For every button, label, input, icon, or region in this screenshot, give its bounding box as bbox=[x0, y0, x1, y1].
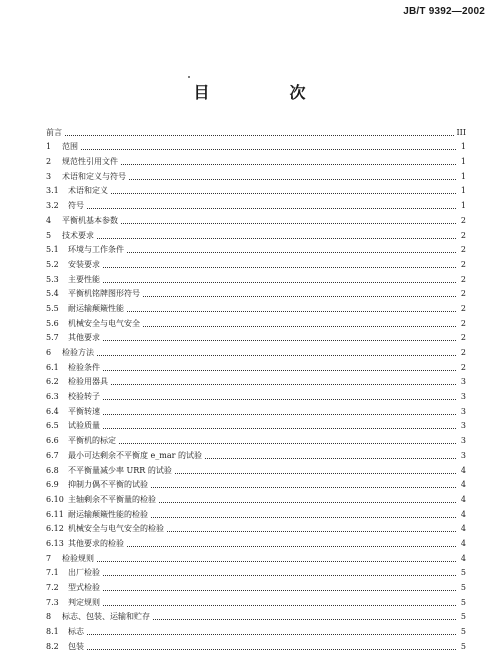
toc-entry-title: 术语和定义 bbox=[68, 186, 108, 196]
toc-entry-page: 2 bbox=[460, 259, 466, 269]
toc-entry-title: 耐运输颠簸性能 bbox=[68, 303, 124, 313]
toc-entry-number: 5 bbox=[46, 230, 52, 240]
dot-leader bbox=[103, 428, 456, 429]
toc-entry-page: 3 bbox=[460, 421, 466, 431]
toc-entry-title: 其他要求的检验 bbox=[68, 538, 124, 548]
toc-entry-title: 环境与工作条件 bbox=[68, 245, 124, 255]
dot-leader bbox=[159, 502, 456, 503]
toc-entry-page: 4 bbox=[460, 553, 466, 563]
toc-entry-title: 机械安全与电气安全的检验 bbox=[68, 524, 164, 534]
dot-leader bbox=[103, 605, 456, 606]
toc-entry[interactable] bbox=[46, 138, 466, 153]
toc-entry-page: 5 bbox=[460, 597, 466, 607]
toc-entry-title: 检验条件 bbox=[68, 362, 100, 372]
toc-entry-page: 4 bbox=[460, 509, 466, 519]
toc-entry-title: 校验转子 bbox=[68, 392, 100, 402]
dot-leader bbox=[121, 164, 456, 165]
toc-entry-page: 4 bbox=[460, 538, 466, 548]
toc-entry-number: 8.1 bbox=[46, 627, 59, 637]
toc-entry-title: 试验质量 bbox=[68, 421, 100, 431]
toc-entry-page: 5 bbox=[460, 583, 466, 592]
toc-entry[interactable] bbox=[46, 255, 466, 270]
dot-leader bbox=[103, 340, 456, 341]
dot-leader bbox=[127, 252, 456, 253]
toc-entry-number: 1 bbox=[46, 142, 52, 152]
dot-leader bbox=[129, 179, 456, 180]
toc-entry-page: 4 bbox=[460, 480, 466, 490]
toc-entry-title: 包装 bbox=[68, 641, 84, 651]
dot-leader bbox=[153, 619, 456, 620]
toc-entry-page: 5 bbox=[460, 627, 466, 637]
dot-leader bbox=[81, 149, 456, 150]
toc-entry[interactable] bbox=[46, 387, 466, 402]
toc-entry-title: 标志 bbox=[68, 627, 84, 637]
toc-entry-title: 主要性能 bbox=[68, 274, 100, 284]
toc-entry[interactable] bbox=[46, 549, 466, 564]
dot-leader bbox=[111, 193, 456, 194]
toc-entry-page: 2 bbox=[460, 303, 466, 313]
toc-entry[interactable] bbox=[46, 622, 466, 637]
toc-entry[interactable] bbox=[46, 490, 466, 505]
toc-entry[interactable] bbox=[46, 402, 466, 417]
toc-entry[interactable] bbox=[46, 285, 466, 300]
toc-entry[interactable] bbox=[46, 182, 466, 197]
toc-entry-title: 主轴剩余不平衡量的检验 bbox=[68, 494, 156, 504]
toc-entry[interactable] bbox=[46, 358, 466, 373]
toc-entry[interactable] bbox=[46, 343, 466, 358]
toc-entry[interactable] bbox=[46, 314, 466, 329]
dot-leader bbox=[97, 561, 456, 562]
toc-entry-page: 2 bbox=[460, 348, 466, 357]
toc-entry-page: 2 bbox=[460, 245, 466, 255]
toc-entry-title: 最小可达剩余不平衡度 e_mar 的试验 bbox=[68, 450, 202, 460]
dot-leader bbox=[97, 238, 456, 239]
toc-entry[interactable] bbox=[46, 608, 466, 623]
toc-entry-title: 检验方法 bbox=[62, 348, 94, 357]
toc-entry-number: 3.1 bbox=[46, 186, 59, 196]
standard-code: JB/T 9392—2002 bbox=[403, 6, 485, 17]
toc-entry-page: 1 bbox=[460, 171, 466, 181]
toc-entry-title: 其他要求 bbox=[68, 333, 100, 343]
dot-leader bbox=[127, 546, 456, 547]
toc-entry-number: 6.1 bbox=[46, 362, 59, 372]
toc-entry-number: 2 bbox=[46, 157, 52, 167]
toc-entry-number: 6.10 bbox=[46, 494, 64, 504]
toc-entry[interactable] bbox=[46, 593, 466, 608]
toc-entry-number: 5.4 bbox=[46, 289, 59, 299]
toc-entry[interactable] bbox=[46, 476, 466, 491]
toc-entry-number: 5.1 bbox=[46, 245, 59, 255]
toc-entry-page: 3 bbox=[460, 406, 466, 416]
dot-leader bbox=[103, 282, 456, 283]
toc-entry[interactable] bbox=[46, 329, 466, 344]
toc-entry-number: 5.5 bbox=[46, 303, 59, 313]
toc-entry-page: 3 bbox=[460, 436, 466, 446]
toc-entry-page: 1 bbox=[460, 157, 466, 167]
toc-entry-page: 3 bbox=[460, 377, 466, 387]
toc-entry-number: 7.1 bbox=[46, 568, 59, 578]
toc-entry-title: 技术要求 bbox=[62, 230, 94, 240]
dot-leader bbox=[151, 487, 456, 488]
toc-entry-page: 3 bbox=[460, 392, 466, 402]
dot-leader bbox=[103, 414, 456, 415]
toc-entry[interactable] bbox=[46, 167, 466, 182]
page-title: 目 次 bbox=[193, 83, 338, 102]
toc-entry-title: 出厂检验 bbox=[68, 568, 100, 578]
toc-entry[interactable] bbox=[46, 123, 466, 138]
toc-entry[interactable] bbox=[46, 417, 466, 432]
toc-entry[interactable] bbox=[46, 446, 466, 461]
toc-entry-number: 6.6 bbox=[46, 436, 59, 446]
toc-entry-page: 2 bbox=[460, 333, 466, 343]
dot-leader bbox=[103, 267, 456, 268]
toc-entry-title: 机械安全与电气安全 bbox=[68, 318, 140, 328]
dot-leader bbox=[143, 296, 456, 297]
toc-entry-page: 4 bbox=[460, 465, 466, 475]
toc-entry-page: 5 bbox=[460, 612, 466, 622]
dot-leader bbox=[127, 311, 456, 312]
toc-entry-number: 6.5 bbox=[46, 421, 59, 431]
toc-entry[interactable] bbox=[46, 461, 466, 476]
toc-entry-number: 7 bbox=[46, 553, 52, 563]
toc-entry-title: 平衡机基本参数 bbox=[62, 215, 118, 225]
toc-entry[interactable] bbox=[46, 534, 466, 549]
toc-entry-number: 8.2 bbox=[46, 641, 59, 651]
toc-entry-number: 5.7 bbox=[46, 333, 59, 343]
toc-entry-number: 8 bbox=[46, 612, 52, 622]
toc-entry-number: 7.3 bbox=[46, 597, 59, 607]
toc-entry[interactable] bbox=[46, 196, 466, 211]
toc-entry-number: 6.8 bbox=[46, 465, 59, 475]
dot-leader bbox=[103, 575, 456, 576]
toc-entry-number: 6.3 bbox=[46, 392, 59, 402]
toc-entry-title: 平衡机的标定 bbox=[68, 436, 116, 446]
toc-entry[interactable] bbox=[46, 241, 466, 256]
toc-entry-title: 型式检验 bbox=[68, 583, 100, 592]
toc-entry-page: 2 bbox=[460, 362, 466, 372]
toc-entry[interactable] bbox=[46, 152, 466, 167]
toc-entry-page: 1 bbox=[460, 142, 466, 152]
toc-entry-number: 6 bbox=[46, 348, 52, 357]
toc-entry-page: 2 bbox=[460, 318, 466, 328]
toc-entry-page: 3 bbox=[460, 450, 466, 460]
dot-leader bbox=[103, 399, 456, 400]
toc-entry[interactable] bbox=[46, 431, 466, 446]
toc-entry-number: 6.9 bbox=[46, 480, 59, 490]
toc-entry[interactable] bbox=[46, 373, 466, 388]
dot-leader bbox=[65, 135, 454, 136]
toc-entry-page: 1 bbox=[460, 186, 466, 196]
toc-entry[interactable] bbox=[46, 637, 466, 652]
toc-entry[interactable] bbox=[46, 564, 466, 579]
toc-entry-title: 符号 bbox=[68, 201, 84, 211]
toc-entry-number: 6.11 bbox=[46, 509, 64, 519]
toc-entry-page: 1 bbox=[460, 201, 466, 211]
toc-entry-page: III bbox=[456, 127, 466, 137]
dot-leader bbox=[111, 384, 456, 385]
toc-entry[interactable] bbox=[46, 520, 466, 535]
toc-entry-page: 5 bbox=[460, 641, 466, 651]
toc-entry-number: 4 bbox=[46, 215, 52, 225]
toc-entry-title: 平衡机铭牌图形符号 bbox=[68, 289, 140, 299]
toc-entry-page: 4 bbox=[460, 524, 466, 534]
dot-leader bbox=[103, 590, 456, 591]
dot-leader bbox=[151, 517, 456, 518]
toc-entry-page: 4 bbox=[460, 494, 466, 504]
dot-leader bbox=[87, 208, 456, 209]
scan-speck bbox=[188, 76, 190, 78]
toc-entry-title: 检验用器具 bbox=[68, 377, 108, 387]
toc-entry-title: 前言 bbox=[46, 127, 62, 137]
toc-entry-title: 平衡转速 bbox=[68, 406, 100, 416]
toc-entry-number: 3 bbox=[46, 171, 52, 181]
dot-leader bbox=[103, 370, 456, 371]
toc-entry-page: 2 bbox=[460, 215, 466, 225]
toc-entry-page: 5 bbox=[460, 568, 466, 578]
table-of-contents bbox=[46, 123, 466, 652]
toc-entry[interactable] bbox=[46, 226, 466, 241]
toc-entry-number: 5.6 bbox=[46, 318, 59, 328]
toc-entry-page: 2 bbox=[460, 230, 466, 240]
toc-entry-number: 3.2 bbox=[46, 201, 59, 211]
toc-entry-number: 6.12 bbox=[46, 524, 64, 534]
dot-leader bbox=[119, 443, 456, 444]
dot-leader bbox=[121, 223, 456, 224]
toc-entry-page: 2 bbox=[460, 289, 466, 299]
toc-entry-title: 判定规则 bbox=[68, 597, 100, 607]
toc-entry-title: 抑制力偶不平衡的试验 bbox=[68, 480, 148, 490]
toc-entry-number: 6.13 bbox=[46, 538, 64, 548]
toc-entry-title: 不平衡量减少率 URR 的试验 bbox=[68, 465, 172, 475]
toc-entry[interactable] bbox=[46, 211, 466, 226]
toc-entry-title: 范围 bbox=[62, 142, 78, 152]
dot-leader bbox=[97, 355, 456, 356]
dot-leader bbox=[205, 458, 456, 459]
toc-entry-title: 术语和定义与符号 bbox=[62, 171, 126, 181]
toc-entry[interactable] bbox=[46, 578, 466, 593]
toc-entry-title: 规范性引用文件 bbox=[62, 157, 118, 167]
toc-entry-number: 6.4 bbox=[46, 406, 59, 416]
toc-entry-title: 耐运输颠簸性能的检验 bbox=[68, 509, 148, 519]
toc-entry[interactable] bbox=[46, 299, 466, 314]
toc-entry-title: 安装要求 bbox=[68, 259, 100, 269]
toc-entry-number: 5.3 bbox=[46, 274, 59, 284]
toc-entry-title: 标志、包装、运输和贮存 bbox=[62, 612, 150, 622]
toc-entry[interactable] bbox=[46, 270, 466, 285]
dot-leader bbox=[87, 649, 456, 650]
toc-entry-title: 检验规则 bbox=[62, 553, 94, 563]
dot-leader bbox=[175, 473, 456, 474]
dot-leader bbox=[87, 634, 456, 635]
dot-leader bbox=[143, 326, 456, 327]
toc-entry-number: 7.2 bbox=[46, 583, 59, 592]
toc-entry-page: 2 bbox=[460, 274, 466, 284]
dot-leader bbox=[167, 531, 456, 532]
toc-entry-number: 6.2 bbox=[46, 377, 59, 387]
toc-entry[interactable] bbox=[46, 505, 466, 520]
toc-entry-number: 6.7 bbox=[46, 450, 59, 460]
toc-entry-number: 5.2 bbox=[46, 259, 59, 269]
